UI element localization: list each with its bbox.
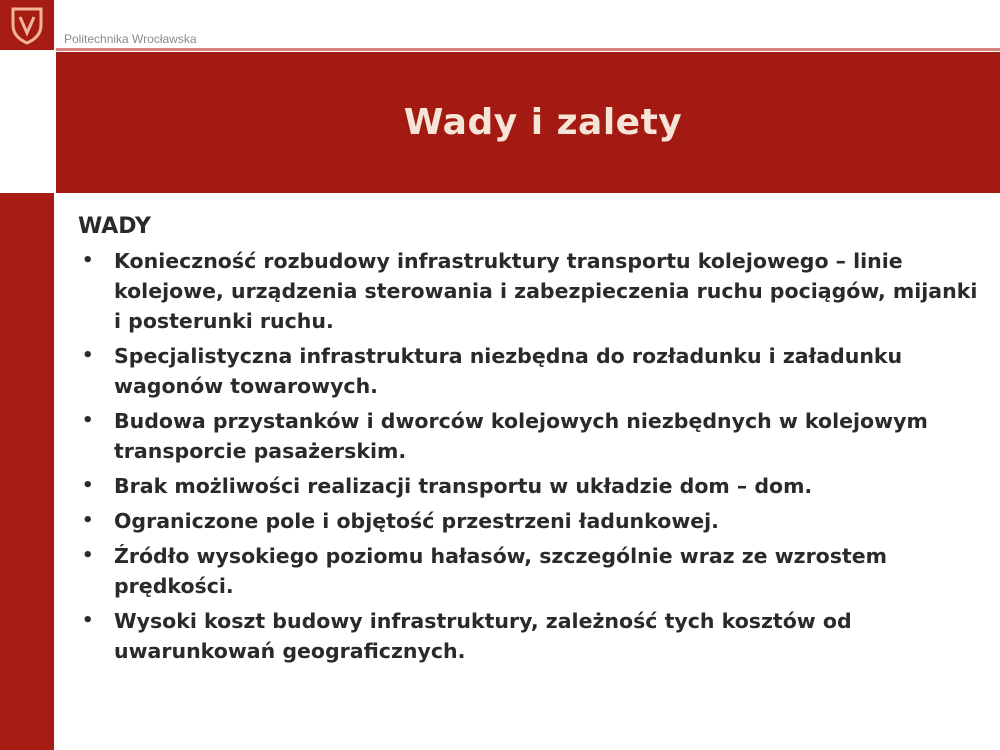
university-logo (0, 0, 54, 50)
header-divider (56, 48, 1000, 51)
bullet-icon: • (82, 410, 94, 431)
list-item (78, 471, 978, 501)
list-item (78, 406, 978, 466)
bullet-icon: • (82, 610, 94, 631)
bullet-icon: • (82, 545, 94, 566)
bullet-list (78, 246, 978, 666)
list-item (78, 246, 978, 336)
bullet-icon: • (82, 510, 94, 531)
section-title: WADY (78, 214, 151, 239)
bullet-icon: • (82, 250, 94, 271)
slide-header (56, 52, 1000, 193)
list-item-text: Ograniczone pole i objętość przestrzeni ładunkowej. (114, 509, 719, 533)
list-item-text: Źródło wysokiego poziomu hałasów, szczególnie wraz ze wzrostem prędkości. (114, 544, 888, 598)
bullet-icon: • (82, 345, 94, 366)
bullet-icon: • (82, 475, 94, 496)
list-item (78, 506, 978, 536)
list-item (78, 606, 978, 666)
list-item-text: Konieczność rozbudowy infrastruktury transportu kolejowego – linie kolejowe, urządzenia sterowania i zabezpieczenia ruchu pociągów, mijanki i posterunki ruchu. (114, 249, 978, 333)
left-accent-bar (0, 193, 54, 750)
slide-title: Wady i zalety (403, 102, 683, 143)
institution-name: Politechnika Wrocławska (64, 32, 197, 46)
list-item-text: Brak możliwości realizacji transportu w układzie dom – dom. (114, 474, 813, 498)
slide-content (78, 212, 978, 671)
left-spacer (0, 52, 54, 193)
list-item-text: Wysoki koszt budowy infrastruktury, zależność tych kosztów od uwarunkowań geograficznych. (114, 609, 852, 663)
list-item (78, 541, 978, 601)
list-item-text: Budowa przystanków i dworców kolejowych niezbędnych w kolejowym transporcie pasażerskim. (114, 409, 928, 463)
university-shield-icon (9, 5, 45, 45)
list-item (78, 341, 978, 401)
list-item-text: Specjalistyczna infrastruktura niezbędna do rozładunku i załadunku wagonów towarowych. (114, 344, 903, 398)
